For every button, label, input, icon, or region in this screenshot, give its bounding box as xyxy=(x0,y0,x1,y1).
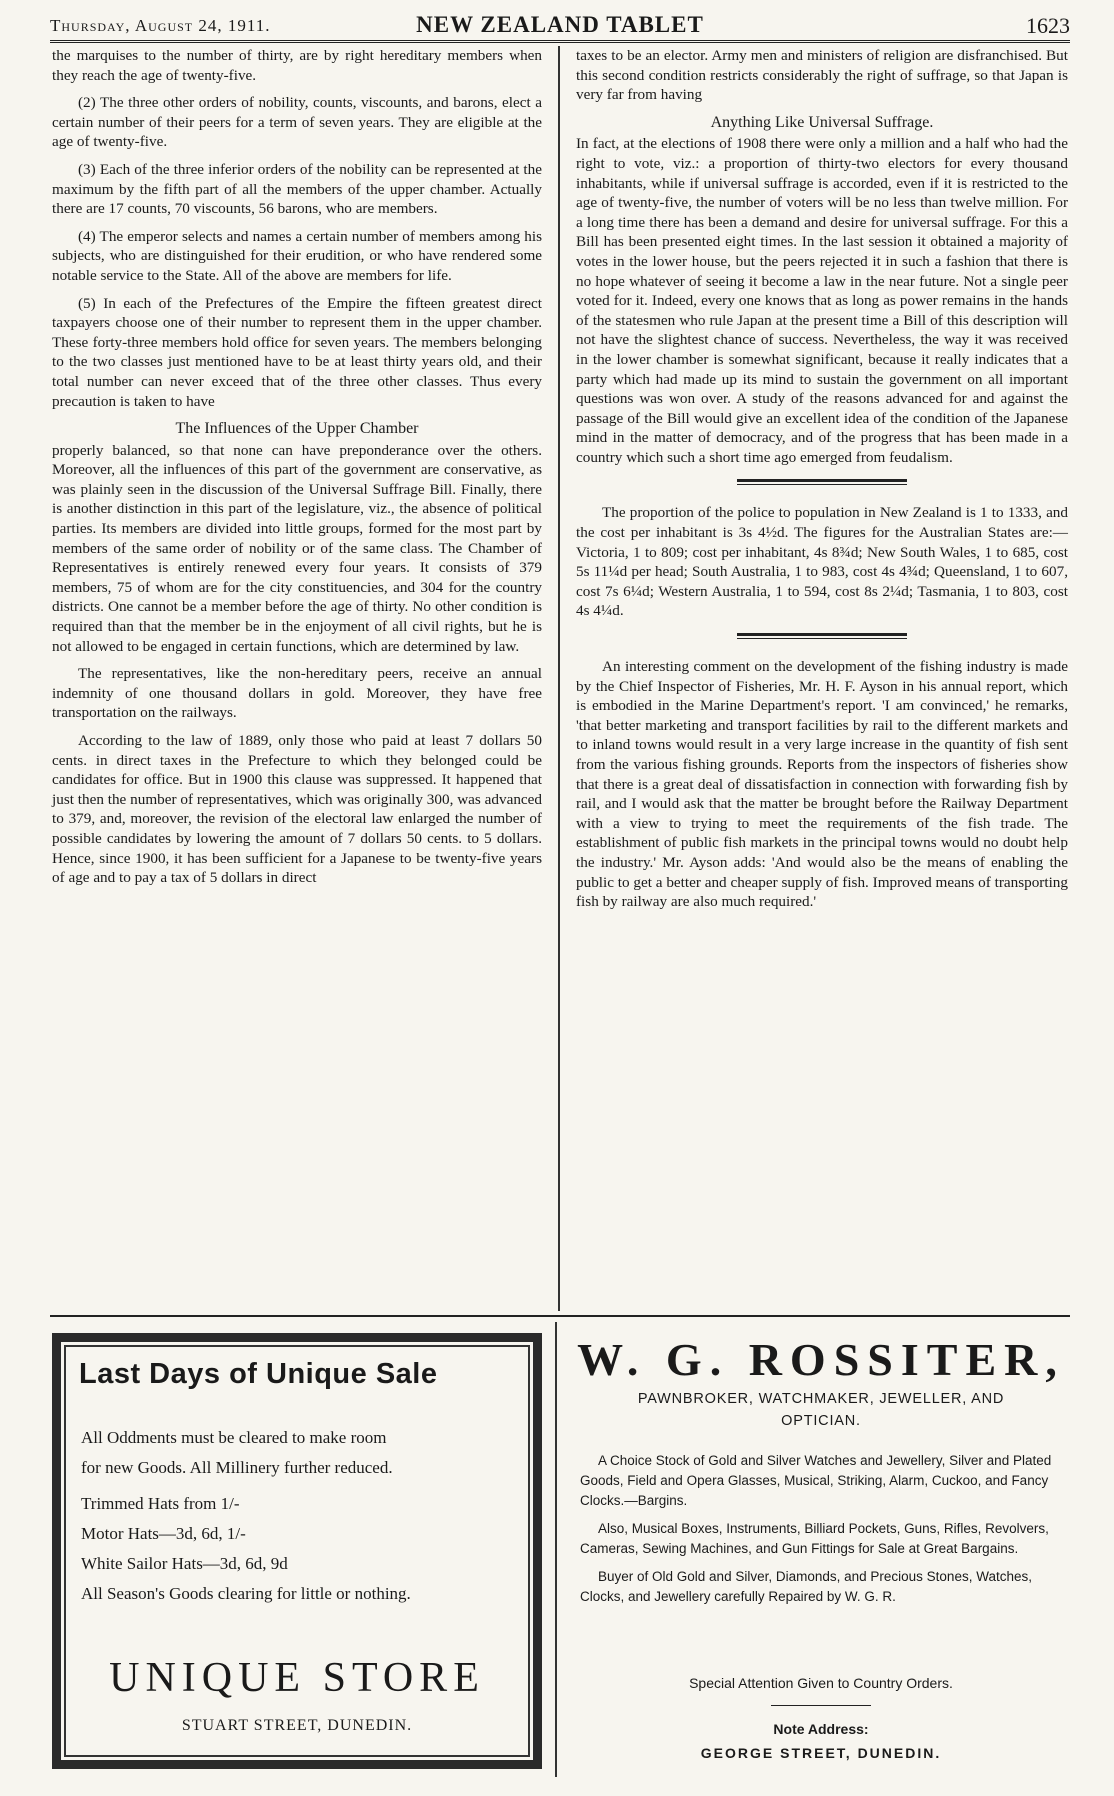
section-rule xyxy=(737,479,907,485)
advert-line: Motor Hats—3d, 6d, 1/- xyxy=(81,1524,246,1543)
article-paragraph: The representatives, like the non-hereditary peers, receive an annual indemnity of one thousand dollars in gold. Moreover, they have free transportation on the railways. xyxy=(52,665,542,722)
advert-paragraph: A Choice Stock of Gold and Silver Watches and Jewellery, Silver and Plated Goods, Field and Opera Glasses, Musical, Striking, Alarm, Cuckoo, and Fancy Clocks.—Bargins. xyxy=(580,1453,1052,1508)
article-paragraph: the marquises to the number of thirty, are by right hereditary members when they reach the age of twenty-five. xyxy=(52,47,542,84)
business-name: W. G. ROSSITER, xyxy=(577,1334,1065,1385)
article-paragraph: In fact, at the elections of 1908 there were only a million and a half who had the right to vote, viz.: a proportion of thirty-two electors for every thousand inhabitants, while if universal suffrage is accorded, even if it is restricted to the age of twenty-five, the number of voters will be no less than twelve million. For a long time there has been a demand and desire for universal suffrage. For this a Bill has been presented eight times. In the last session it obtained a majority of votes in the lower house, but the peers rejected it in such a fashion that there is no hope whatever of seeing it become a law in the near future. Not a single peer voted for it. Indeed, every one knows that as long as power remains in the hands of the statesmen who rule Japan at the present time a Bill of this description will not have the slightest chance of success. Nevertheless, the way it was received in the lower chamber is somewhat significant, because it really indicates that a party which had made up its mind to sustain the government on all important questions was won over. A study of the reasons advanced for and against the passage of the Bill would give an excellent idea of the condition of the Japanese mind in the matter of democracy, and of the progress that has been made in a country which such a short time ago emerged from feudalism. xyxy=(576,135,1068,466)
advert-line: All Season's Goods clearing for little or nothing. xyxy=(81,1584,411,1603)
special-note: Special Attention Given to Country Orders. xyxy=(689,1675,953,1691)
advert-paragraph: Buyer of Old Gold and Silver, Diamonds, and Precious Stones, Watches, Clocks, and Jewellery carefully Repaired by W. G. R. xyxy=(580,1569,1032,1604)
section-subhead: The Influences of the Upper Chamber xyxy=(175,420,419,438)
section-subhead: Anything Like Universal Suffrage. xyxy=(710,113,934,131)
unique-store-advert xyxy=(52,1333,542,1769)
advert-body xyxy=(580,1451,1066,1615)
business-trades: OPTICIAN. xyxy=(781,1413,861,1429)
column-divider xyxy=(558,46,560,1311)
advert-paragraph: Also, Musical Boxes, Instruments, Billiard Pockets, Guns, Rifles, Revolvers, Cameras, Sewing Machines, and Gun Fittings for Sale at Great Bargains. xyxy=(580,1521,1049,1556)
section-rule xyxy=(737,633,907,639)
article-paragraph: (5) In each of the Prefectures of the Empire the fifteen greatest direct taxpayers choose one of their number to represent them in the upper chamber. These forty-three members hold office for seven years. The members belonging to the two classes just mentioned have to be at least thirty years old, and their total number can never exceed that of the three other classes. Thus every precaution is taken to have xyxy=(52,294,542,410)
store-address: STUART STREET, DUNEDIN. xyxy=(181,1717,413,1734)
advert-rule xyxy=(50,1315,1070,1317)
masthead: NEW ZEALAND TABLET xyxy=(416,12,704,37)
note-address: Note Address: xyxy=(773,1721,869,1737)
advert-line: for new Goods. All Millinery further reduced. xyxy=(81,1458,393,1477)
advert-line: Trimmed Hats from 1/- xyxy=(81,1494,240,1513)
article-paragraph: The proportion of the police to population in New Zealand is 1 to 1333, and the cost per inhabitant is 3s 4½d. The figures for the Australian States are:— Victoria, 1 to 809; cost per inhabitant, 4s 8¾d; New South Wales, 1 to 685, cost 5s 11¼d per head; South Australia, 1 to 983, cost 4s 4¾d; Queensland, 1 to 607, cost 7s 6¼d; Western Australia, 1 to 594, cost 8s 2¼d; Tasmania, 1 to 803, cost 4s 4¼d. xyxy=(576,504,1068,620)
advert-line: All Oddments must be cleared to make room xyxy=(81,1428,387,1447)
advert-title: Last Days of Unique Sale xyxy=(79,1358,438,1390)
advert-line: White Sailor Hats—3d, 6d, 9d xyxy=(81,1554,288,1573)
page-number: 1623 xyxy=(1026,13,1070,38)
article-paragraph: taxes to be an elector. Army men and ministers of religion are disfranchised. But this second condition restricts considerably the right of suffrage, so that Japan is very far from having xyxy=(576,47,1068,104)
street-address: GEORGE STREET, DUNEDIN. xyxy=(700,1745,942,1761)
store-name: UNIQUE STORE xyxy=(109,1655,485,1701)
article-paragraph: (2) The three other orders of nobility, counts, viscounts, and barons, elect a certain number of their peers for a term of seven years. They are eligible at the age of twenty-five. xyxy=(52,94,542,151)
advert-rule xyxy=(771,1705,871,1706)
issue-date: Thursday, August 24, 1911. xyxy=(50,16,271,35)
article-paragraph: According to the law of 1889, only those who paid at least 7 dollars 50 cents. in direct taxes in the Prefecture to which they belonged could be candidates for office. But in 1900 this clause was suppressed. It happened that just then the number of representatives, which was originally 300, was advanced to 379, and, moreover, the revision of the electoral law enlarged the number of possible candidates by lowering the amount of 7 dollars 50 cents. to 5 dollars. Hence, since 1900, it has been sufficient for a Japanese to be twenty-five years of age and to pay a tax of 5 dollars in direct xyxy=(52,732,542,887)
article-paragraph: (4) The emperor selects and names a certain number of members among his subjects, who are distinguished for their erudition, or who have rendered some notable service to the State. All of the above are members for life. xyxy=(52,227,542,284)
right-column xyxy=(576,46,1068,920)
page-header xyxy=(50,10,1070,43)
article-paragraph: An interesting comment on the development of the fishing industry is made by the Chief Inspector of Fisheries, Mr. H. F. Ayson in his annual report, which is embodied in the Marine Department's report. 'I am convinced,' he remarks, 'that better marketing and transport facilities by rail to the different markets and to inland towns would result in a very large increase in the quantity of fish sent from the various fishing grounds. Reports from the inspectors of fisheries show that there is a great deal of dissatisfaction in connection with forwarding fish by rail, and I would ask that the matter be brought before the Railway Department with a view to trying to meet the requirements of the fish trade. The establishment of public fish markets in the principal towns would no doubt help the industry.' Mr. Ayson adds: 'And would also be the means of enabling the public to get a better and cheaper supply of fish. Improved means of transporting fish by railway are also much required.' xyxy=(576,658,1068,911)
business-trades: PAWNBROKER, WATCHMAKER, JEWELLER, AND xyxy=(637,1391,1005,1407)
article-paragraph: properly balanced, so that none can have preponderance over the others. Moreover, all the influences of this part of the government are conservative, as was plainly seen in the discussion of the Universal Suffrage Bill. Finally, there is another distinction in this part of the legislature, viz., the absence of political parties. Its members are divided into little groups, formed for the most part by members of the same order of nobility or of the same class. The Chamber of Representatives is entirely renewed every four years. It consists of 379 members, 75 of whom are for the city constituencies, and 304 for the country districts. One cannot be a member before the age of thirty. No other condition is required than that the member be in the enjoyment of all civil rights, but he is not allowed to be engaged in certain functions, which are determined by law. xyxy=(52,441,542,655)
left-column xyxy=(52,46,542,896)
rossiter-advert xyxy=(572,1333,1070,1773)
article-paragraph: (3) Each of the three inferior orders of the nobility can be represented at the maximum by the fifth part of all the members of the upper chamber. Actually there are 17 counts, 70 viscounts, 56 barons, who are members. xyxy=(52,160,542,218)
advert-divider xyxy=(555,1322,557,1777)
